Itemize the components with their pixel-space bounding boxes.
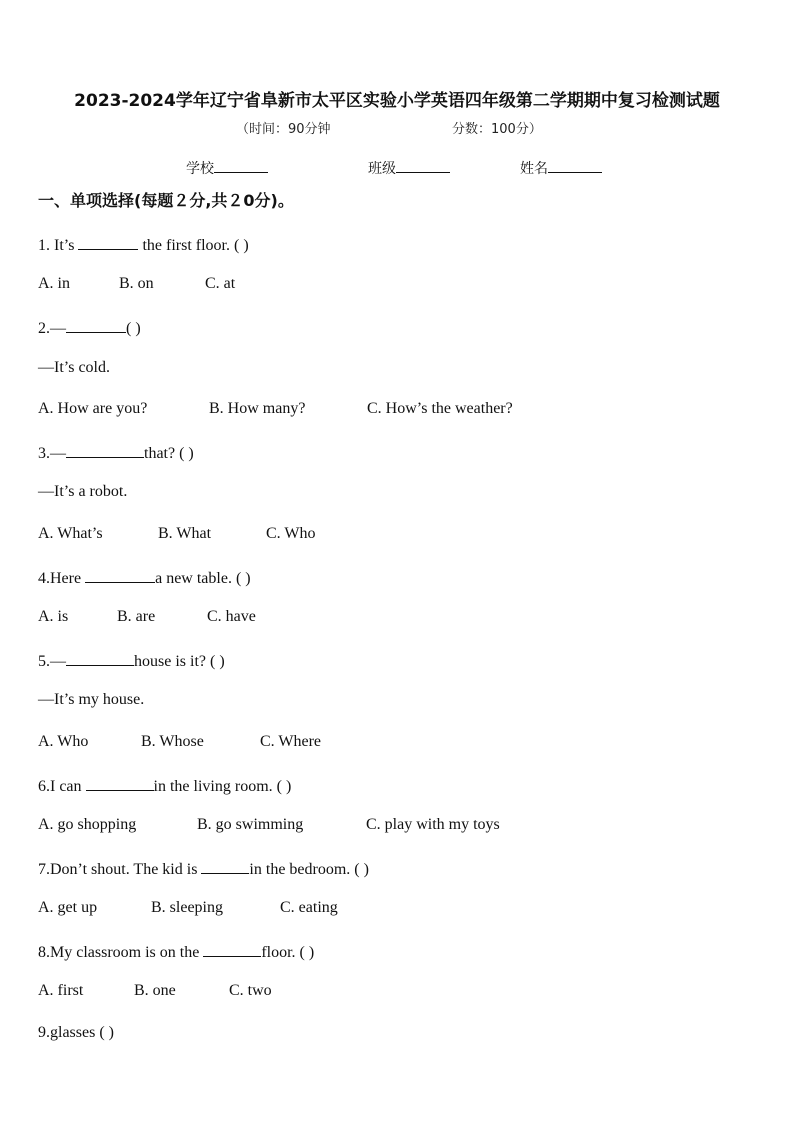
school-label: 学校: [186, 161, 214, 177]
name-label: 姓名: [520, 161, 548, 177]
option-a[interactable]: A. in: [38, 275, 70, 292]
option-a[interactable]: A. What’s: [38, 525, 103, 542]
class-field: [368, 158, 450, 178]
question-8: 8.My classroom is on the floor. ( ): [38, 940, 314, 963]
option-c[interactable]: C. How’s the weather?: [367, 400, 513, 417]
option-a[interactable]: A. Who: [38, 733, 89, 750]
exam-time: （时间：90分钟: [236, 122, 331, 137]
option-c[interactable]: C. eating: [280, 899, 338, 916]
option-a[interactable]: A. get up: [38, 899, 98, 916]
class-label: 班级: [368, 161, 396, 177]
option-b[interactable]: B. go swimming: [197, 816, 304, 833]
option-b[interactable]: B. What: [158, 525, 212, 542]
question-5: 5.— house is it? ( ): [38, 649, 225, 672]
exam-score: 分数：100分）: [452, 122, 542, 137]
question-9: 9.glasses ( ): [38, 1024, 114, 1041]
answer-blank[interactable]: [66, 649, 134, 666]
option-a[interactable]: A. is: [38, 608, 69, 625]
question-2: 2.— ( ): [38, 316, 141, 339]
class-blank[interactable]: [396, 158, 450, 173]
option-c[interactable]: C. two: [229, 982, 272, 999]
question-6: 6.I can in the living room. ( ): [38, 774, 291, 797]
school-blank[interactable]: [214, 158, 268, 173]
answer-blank[interactable]: [78, 233, 138, 250]
answer-blank[interactable]: [66, 316, 126, 333]
question-1: 1. It’s the first floor. ( ): [38, 233, 249, 256]
name-blank[interactable]: [548, 158, 602, 173]
section-heading: 一、单项选择(每题２分,共２0分)。: [38, 191, 294, 210]
reply-5: —It’s my house.: [38, 691, 145, 708]
answer-blank[interactable]: [66, 441, 144, 458]
answer-blank[interactable]: [86, 774, 154, 791]
question-7: 7.Don’t shout. The kid is in the bedroom. ( ): [38, 857, 369, 880]
answer-blank[interactable]: [203, 940, 261, 957]
option-c[interactable]: C. have: [207, 608, 256, 625]
option-c[interactable]: C. Who: [266, 525, 316, 542]
option-c[interactable]: C. play with my toys: [366, 816, 500, 833]
option-b[interactable]: B. Whose: [141, 733, 204, 750]
question-4: 4.Here a new table. ( ): [38, 566, 251, 589]
option-b[interactable]: B. How many?: [209, 400, 306, 417]
school-field: [186, 158, 268, 178]
reply-2: —It’s cold.: [38, 359, 110, 376]
option-a[interactable]: A. How are you?: [38, 400, 148, 417]
option-b[interactable]: B. sleeping: [151, 899, 223, 916]
option-b[interactable]: B. on: [119, 275, 154, 292]
option-b[interactable]: B. one: [134, 982, 176, 999]
option-a[interactable]: A. go shopping: [38, 816, 137, 833]
name-field: [520, 158, 602, 178]
reply-3: —It’s a robot.: [38, 483, 128, 500]
option-a[interactable]: A. first: [38, 982, 84, 999]
exam-title: 2023-2024学年辽宁省阜新市太平区实验小学英语四年级第二学期期中复习检测试题: [74, 91, 720, 111]
answer-blank[interactable]: [85, 566, 155, 583]
option-b[interactable]: B. are: [117, 608, 156, 625]
question-3: 3.— that? ( ): [38, 441, 194, 464]
answer-blank[interactable]: [201, 857, 249, 874]
option-c[interactable]: C. at: [205, 275, 236, 292]
option-c[interactable]: C. Where: [260, 733, 322, 750]
